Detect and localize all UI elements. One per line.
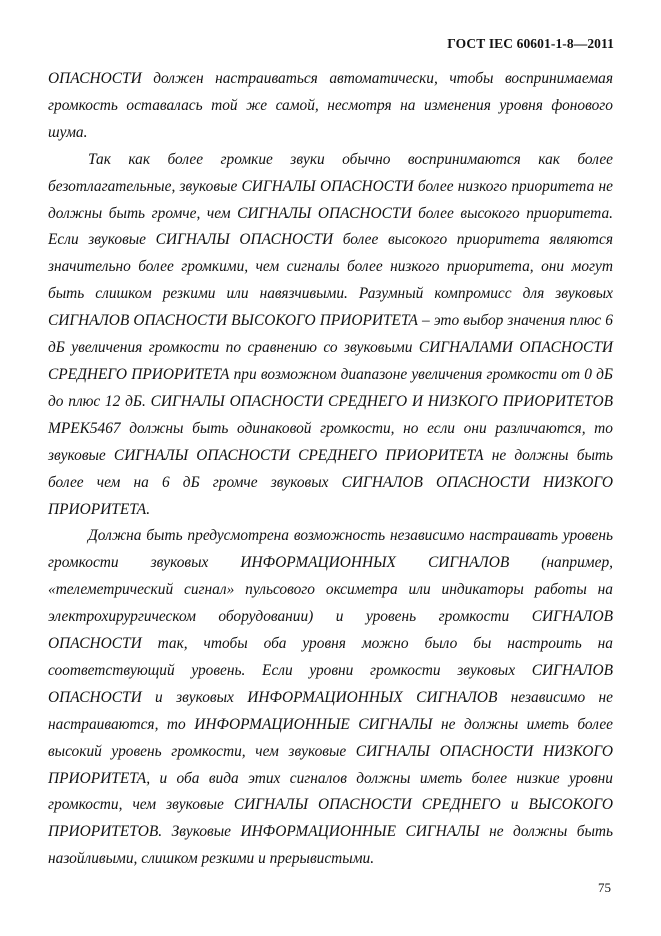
page-number: 75 xyxy=(598,880,611,895)
body-text xyxy=(48,66,613,873)
paragraph-continuation: ОПАСНОСТИ должен настраиваться автоматически, чтобы воспринимаемая громкость оставалась той же самой, несмотря на изменения уровня фонового шума. xyxy=(48,70,613,141)
paragraph-information-signals-volume: Должна быть предусмотрена возможность независимо настраивать уровень громкости звуковых ИНФОРМАЦИОННЫХ СИГНАЛОВ (например, «телеметрический сигнал» пульсового оксиметра или индикаторы работы на электрохирургическом оборудовании) и уровень громкости СИГНАЛОВ ОПАСНОСТИ так, чтобы оба уровня можно было бы настроить на соответствующий уровень. Если уровни громкости звуковых СИГНАЛОВ ОПАСНОСТИ и звуковых ИНФОРМАЦИОННЫХ СИГНАЛОВ независимо не настраиваются, то ИНФОРМАЦИОННЫЕ СИГНАЛЫ не должны иметь более высокий уровень громкости, чем звуковые СИГНАЛЫ ОПАСНОСТИ НИЗКОГО ПРИОРИТЕТА, и оба вида этих сигналов должны иметь более низкие уровни громкости, чем звуковые СИГНАЛЫ ОПАСНОСТИ СРЕДНЕГО и ВЫСОКОГО ПРИОРИТЕТОВ. Звуковые ИНФОРМАЦИОННЫЕ СИГНАЛЫ не должны быть назойливыми, слишком резкими и прерывистыми. xyxy=(48,527,613,868)
paragraph-alarm-loudness-priority: Так как более громкие звуки обычно воспринимаются как более безотлагательные, звуковые СИГНАЛЫ ОПАСНОСТИ более низкого приоритета не должны быть громче, чем СИГНАЛЫ ОПАСНОСТИ более высокого приоритета. Если звуковые СИГНАЛЫ ОПАСНОСТИ более высокого приоритета являются значительно более громкими, чем сигналы более низкого приоритета, они могут быть слишком резкими или навязчивыми. Разумный компромисс для звуковых СИГНАЛОВ ОПАСНОСТИ ВЫСОКОГО ПРИОРИТЕТА – это выбор значения плюс 6 дБ увеличения громкости по сравнению со звуковыми СИГНАЛАМИ ОПАСНОСТИ СРЕДНЕГО ПРИОРИТЕТА при возможном диапазоне увеличения громкости от 0 дБ до плюс 12 дБ. СИГНАЛЫ ОПАСНОСТИ СРЕДНЕГО И НИЗКОГО ПРИОРИТЕТОВ МРЕК5467 должны быть одинаковой громкости, но если они различаются, то звуковые СИГНАЛЫ ОПАСНОСТИ СРЕДНЕГО ПРИОРИТЕТА не должны быть более чем на 6 дБ громче звуковых СИГНАЛОВ ОПАСНОСТИ НИЗКОГО ПРИОРИТЕТА. xyxy=(48,150,613,518)
standard-designation: ГОСТ IEC 60601-1-8—2011 xyxy=(447,36,614,51)
